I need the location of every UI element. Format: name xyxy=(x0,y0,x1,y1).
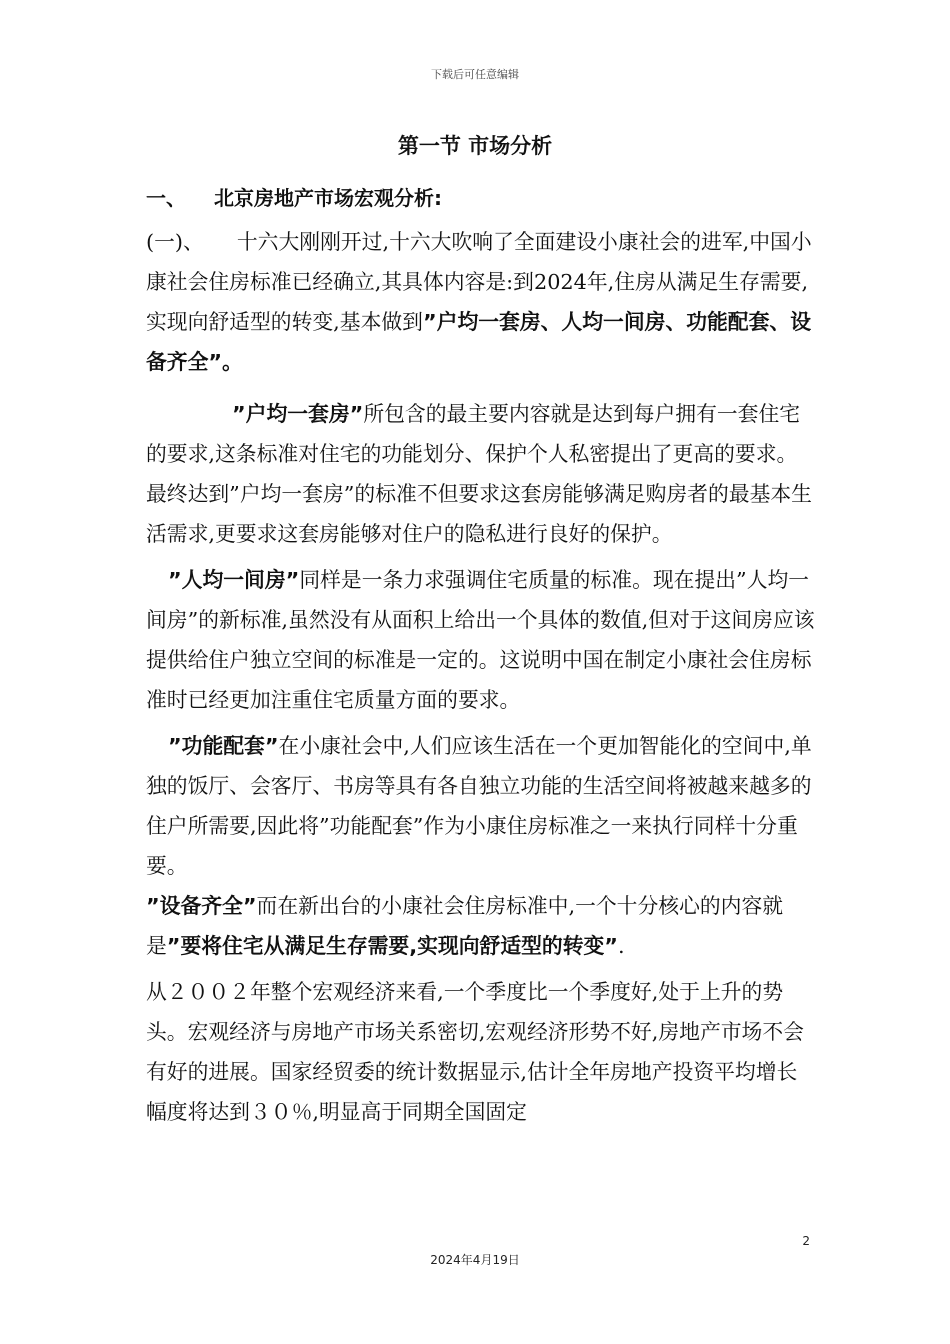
page-header-note: 下载后可任意编辑 xyxy=(431,68,519,81)
paragraph-1-prefix: (一)、 xyxy=(146,230,204,254)
paragraph-3 xyxy=(146,560,818,720)
paragraph-3-text: 同样是一条力求强调住宅质量的标准。现在提出”人均一间房”的新标准,虽然没有从面积上给出一个具体的数值,但对于这间房应该提供给住户独立空间的标准是一定的。这说明中国在制定小康社会住房标准时已经更加注重住宅质量方面的要求。 xyxy=(146,568,815,712)
paragraph-4 xyxy=(146,726,818,886)
paragraph-5-emphasis-2: ”要将住宅从满足生存需要,实现向舒适型的转变” xyxy=(166,934,618,958)
paragraph-4-text: 在小康社会中,人们应该生活在一个更加智能化的空间中,单独的饭厅、会客厅、书房等具有各自独立功能的生活空间将被越来越多的住户所需要,因此将”功能配套”作为小康住房标准之一来执行同样十分重要。 xyxy=(146,734,812,878)
paragraph-2 xyxy=(146,394,818,554)
paragraph-1 xyxy=(146,222,818,382)
page-number: 2 xyxy=(802,1234,810,1248)
document-body xyxy=(146,222,818,1132)
heading-text: 北京房地产市场宏观分析: xyxy=(214,186,442,210)
paragraph-6 xyxy=(146,972,818,1132)
paragraph-5-text: 而在新出台的小康社会住房标准中,一个十分核心的内容就是 xyxy=(146,894,784,958)
paragraph-2-text: 所包含的最主要内容就是达到每户拥有一套住宅的要求,这条标准对住宅的功能划分、保护个人私密提出了更高的要求。最终达到”户均一套房”的标准不但要求这套房能够满足购房者的最基本生活需求,更要求这套房能够对住户的隐私进行良好的保护。 xyxy=(146,402,812,546)
paragraph-4-emphasis: ”功能配套” xyxy=(168,734,279,758)
paragraph-5-emphasis: ”设备齐全” xyxy=(146,894,257,918)
page-footer-date: 2024年4月19日 xyxy=(430,1253,520,1267)
paragraph-6-text: 从２００２年整个宏观经济来看,一个季度比一个季度好,处于上升的势头。宏观经济与房地产市场关系密切,宏观经济形势不好,房地产市场不会有好的进展。国家经贸委的统计数据显示,估计全年房地产投资平均增长幅度将达到３０％,明显高于同期全国固定 xyxy=(146,980,804,1124)
paragraph-2-emphasis: ”户均一套房” xyxy=(232,402,364,426)
paragraph-1-text: 十六大刚刚开过,十六大吹响了全面建设小康社会的进军,中国小康社会住房标准已经确立,其具体内容是:到2024年,住房从满足生存需要,实现向舒适型的转变,基本做到 xyxy=(146,230,812,334)
heading-number: 一、 xyxy=(146,186,186,210)
paragraph-5-tail: . xyxy=(617,934,625,958)
section-heading xyxy=(146,182,442,211)
paragraph-1-emphasis: ”户均一套房、人均一间房、功能配套、设备齐全”。 xyxy=(146,310,811,374)
paragraph-5 xyxy=(146,886,818,966)
section-title: 第一节 市场分析 xyxy=(397,134,553,158)
paragraph-3-emphasis: ”人均一间房” xyxy=(168,568,300,592)
